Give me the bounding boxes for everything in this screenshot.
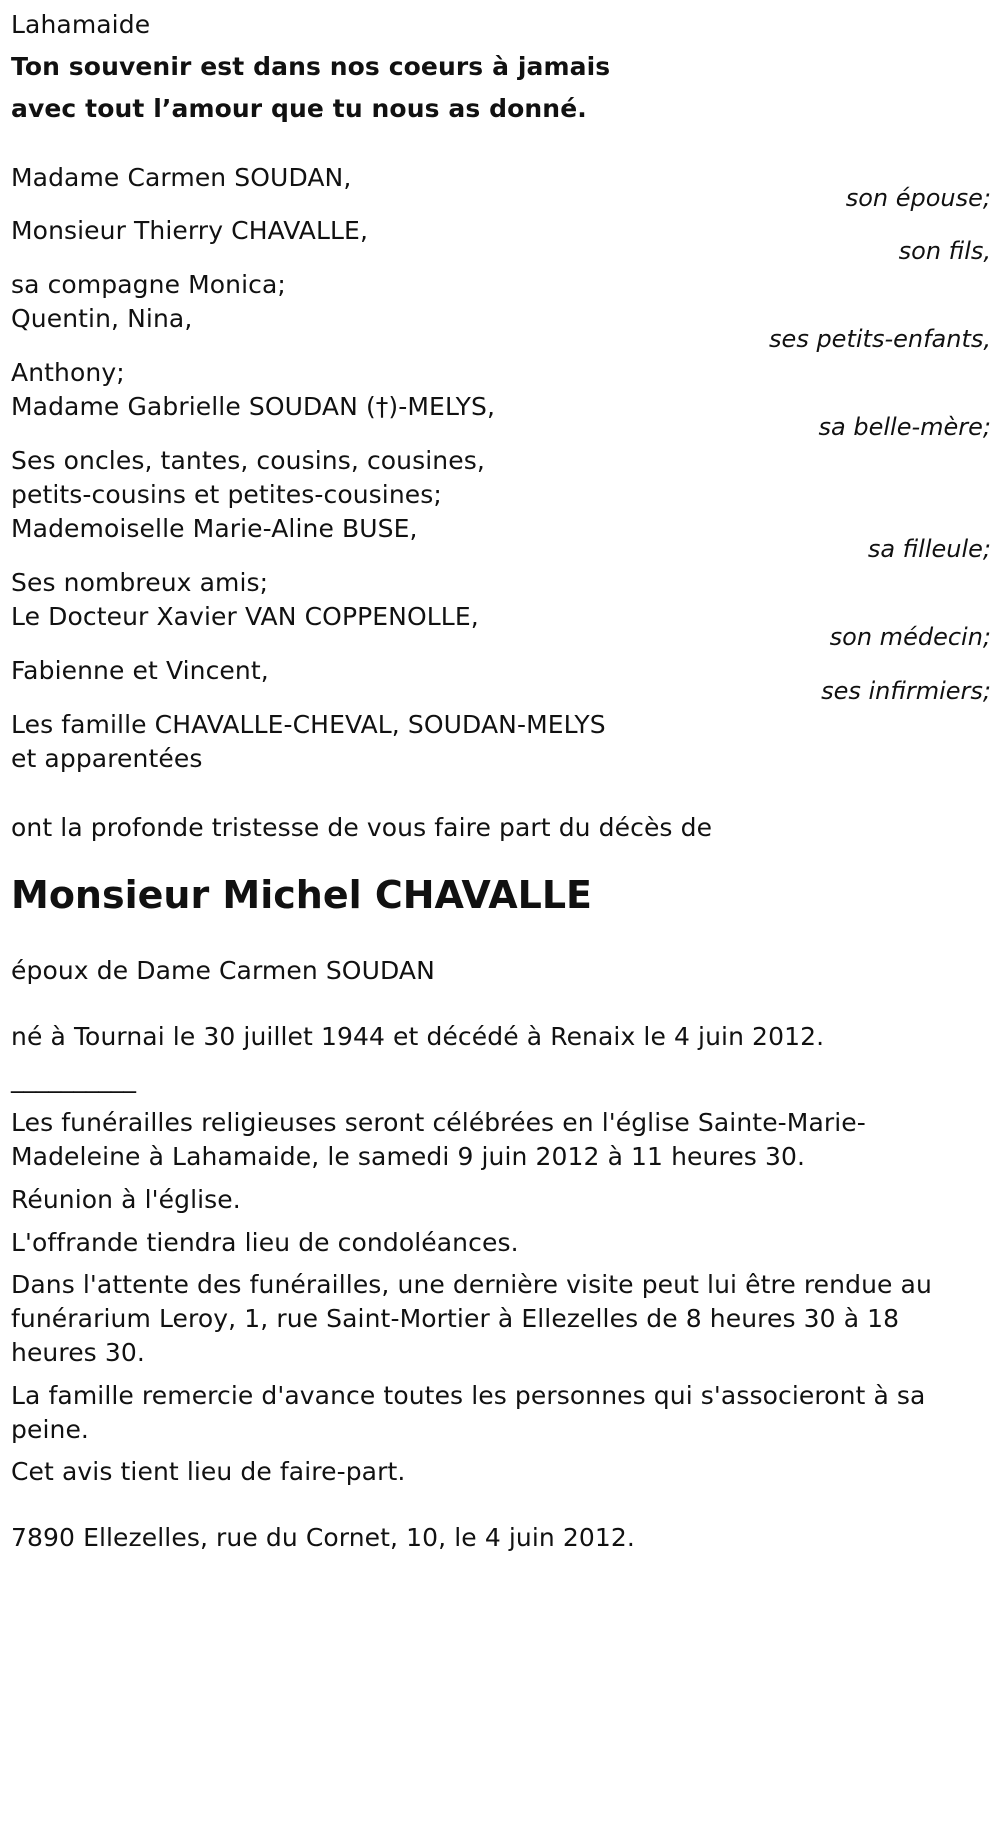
- family-line-13: Les famille CHAVALLE-CHEVAL, SOUDAN-MELYS: [11, 710, 606, 739]
- family-role-2: son fils,: [898, 237, 991, 265]
- announcement-text: ont la profonde tristesse de vous faire part du décès de: [11, 813, 713, 842]
- family-line-8: petits-cousins et petites-cousines;: [11, 480, 442, 509]
- family-line-12: Fabienne et Vincent,: [11, 656, 269, 685]
- funeral-line-2: Madeleine à Lahamaide, le samedi 9 juin 2012 à 11 heures 30.: [11, 1142, 806, 1171]
- funeral-line-1: Les funérailles religieuses seront célébrées en l'église Sainte-Marie-: [11, 1108, 866, 1137]
- visit-line-2: funérarium Leroy, 1, rue Saint-Mortier à Ellezelles de 8 heures 30 à 18: [11, 1304, 900, 1333]
- family-line-3: sa compagne Monica;: [11, 270, 286, 299]
- quote-line-1: Ton souvenir est dans nos coeurs à jamais: [11, 52, 611, 81]
- family-line-2: Monsieur Thierry CHAVALLE,: [11, 216, 368, 245]
- address-line: 7890 Ellezelles, rue du Cornet, 10, le 4 juin 2012.: [11, 1523, 635, 1552]
- notice-text: Cet avis tient lieu de faire-part.: [11, 1457, 406, 1486]
- visit-line-3: heures 30.: [11, 1338, 145, 1367]
- offering-text: L'offrande tiendra lieu de condoléances.: [11, 1228, 519, 1257]
- family-line-6: Madame Gabrielle SOUDAN (†)-MELYS,: [11, 392, 496, 421]
- family-role-1: son épouse;: [845, 184, 991, 212]
- family-line-10: Ses nombreux amis;: [11, 568, 269, 597]
- family-role-4: ses petits-enfants,: [769, 325, 991, 353]
- deceased-name: Monsieur Michel CHAVALLE: [11, 873, 593, 917]
- family-line-7: Ses oncles, tantes, cousins, cousines,: [11, 446, 485, 475]
- family-line-5: Anthony;: [11, 358, 125, 387]
- family-role-12: ses infirmiers;: [821, 677, 991, 705]
- quote-line-2: avec tout l’amour que tu nous as donné.: [11, 94, 587, 123]
- family-line-9: Mademoiselle Marie-Aline BUSE,: [11, 514, 418, 543]
- spouse-text: époux de Dame Carmen SOUDAN: [11, 956, 435, 985]
- family-role-9: sa filleule;: [867, 535, 991, 563]
- family-line-4: Quentin, Nina,: [11, 304, 193, 333]
- separator-line: __________: [11, 1064, 136, 1093]
- thanks-line-2: peine.: [11, 1415, 89, 1444]
- birth-death-text: né à Tournai le 30 juillet 1944 et décédé à Renaix le 4 juin 2012.: [11, 1022, 825, 1051]
- thanks-line-1: La famille remercie d'avance toutes les personnes qui s'associeront à sa: [11, 1381, 926, 1410]
- family-line-14: et apparentées: [11, 744, 203, 773]
- visit-line-1: Dans l'attente des funérailles, une dernière visite peut lui être rendue au: [11, 1270, 932, 1299]
- family-line-1: Madame Carmen SOUDAN,: [11, 163, 352, 192]
- family-line-11: Le Docteur Xavier VAN COPPENOLLE,: [11, 602, 479, 631]
- family-role-11: son médecin;: [829, 623, 991, 651]
- meeting-text: Réunion à l'église.: [11, 1185, 241, 1214]
- location-heading: Lahamaide: [11, 10, 151, 39]
- family-role-6: sa belle-mère;: [818, 413, 991, 441]
